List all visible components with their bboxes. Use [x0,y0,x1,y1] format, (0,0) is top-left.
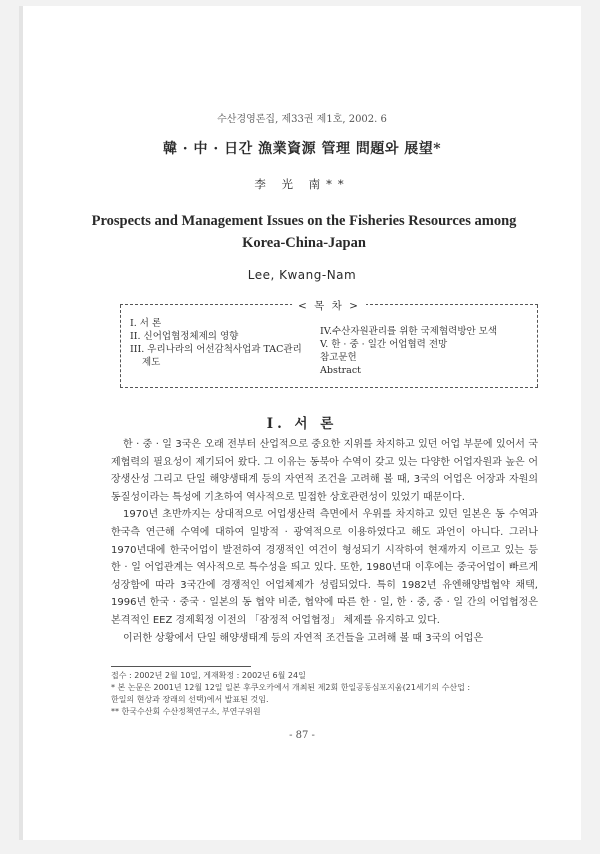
paragraph: 이러한 상황에서 단일 해양생태계 등의 자연적 조건들을 고려해 볼 때 3국의 어업은 [123,632,484,644]
english-title [63,210,545,254]
paper-page [19,6,581,840]
toc-item: 참고문헌 [320,352,357,363]
korean-author: 李 光 南** [254,177,350,191]
page-number: - 87 - [289,730,315,741]
journal-citation: 수산경영론집, 제33권 제1호, 2002. 6 [217,114,387,125]
toc-item: IV.수산자원관리를 위한 국제협력방안 모색 [320,326,498,337]
body-text [111,436,538,647]
toc-item-continued: 제도 [142,357,161,368]
toc-heading: < 목 차 > [292,298,366,313]
footnotes [111,670,541,718]
footnote: * 본 논문은 2001년 12월 12일 일본 후쿠오카에서 개최된 제2회 한일공동심포지움(21세기의 수산업 : [111,683,471,692]
table-of-contents [120,300,538,388]
toc-item: III. 우리나라의 어선감척사업과 TAC관리 [130,344,302,355]
english-title-line-1: Prospects and Management Issues on the Fisheries Resources among [91,213,517,229]
footnote-divider [111,666,251,667]
footnote: 접수 : 2002년 2월 10일, 게재확정 : 2002년 6월 24일 [111,671,306,680]
section-heading: I. 서 론 [266,416,338,432]
english-title-line-2: Korea-China-Japan [242,235,366,251]
paragraph: 1970년 초반까지는 상대적으로 어업생산력 측면에서 우위를 차지하고 있던 일본은 동 수역과 한국측 연근해 수역에 대하여 일방적 · 광역적으로 이용하였다고 해도 과언이 아니다. 그러나 1970년대에 한국어업이 발전하여 경쟁적인 여건이 형성되기 시작하여 현재까지 이르고 있는 등 한 · 일 어업관계는 역사적으로 특수성을 띄고 있다. 또한, 1980년대 이후에는 중국어업이 빠르게 성장함에 따라 3국간에 경쟁적인 어업체제가 성립되었다. 특히 1982년 유엔해양법협약 채택, 1996년 한국 · 중국 · 일본의 동 협약 비준, 협약에 따른 한 · 일, 한 · 중, 중 · 일 간의 어업협정은 본격적인 EEZ 경제획정 이전의 「잠정적 어업협정」 체제를 유지하고 있다. [111,509,538,626]
toc-right-column [320,325,497,377]
toc-left-column [130,317,302,369]
footnote: ** 한국수산회 수산정책연구소, 부연구위원 [111,707,261,716]
paragraph: 한 · 중 · 일 3국은 오래 전부터 산업적으로 중요한 지위를 차지하고 있던 어업 부문에 있어서 국제협력의 필요성이 제기되어 왔다. 그 이유는 동북아 수역이 갖고 있는 다양한 어업자원과 높은 어장생산성 그리고 단일 해양생태계 등의 자연적 조건을 고려해 볼 때, 3국의 어업은 어장과 자원의 동질성이라는 특성에 기초하여 역사적으로 밀접한 상호관련성이 있었기 때문이다. [111,439,538,503]
toc-item: Abstract [320,365,361,376]
english-author: Lee, Kwang-Nam [247,268,357,282]
toc-item: II. 신어업협정체제의 영향 [130,331,239,342]
korean-title: 韓 · 中 · 日간 漁業資源 管理 問題와 展望* [162,141,442,157]
toc-item: V. 한 · 중 · 일간 어업협력 전망 [320,339,448,350]
footnote: 한일의 현상과 장래의 선택)에서 발표된 것임. [111,695,269,704]
toc-item: I. 서 론 [130,318,162,329]
